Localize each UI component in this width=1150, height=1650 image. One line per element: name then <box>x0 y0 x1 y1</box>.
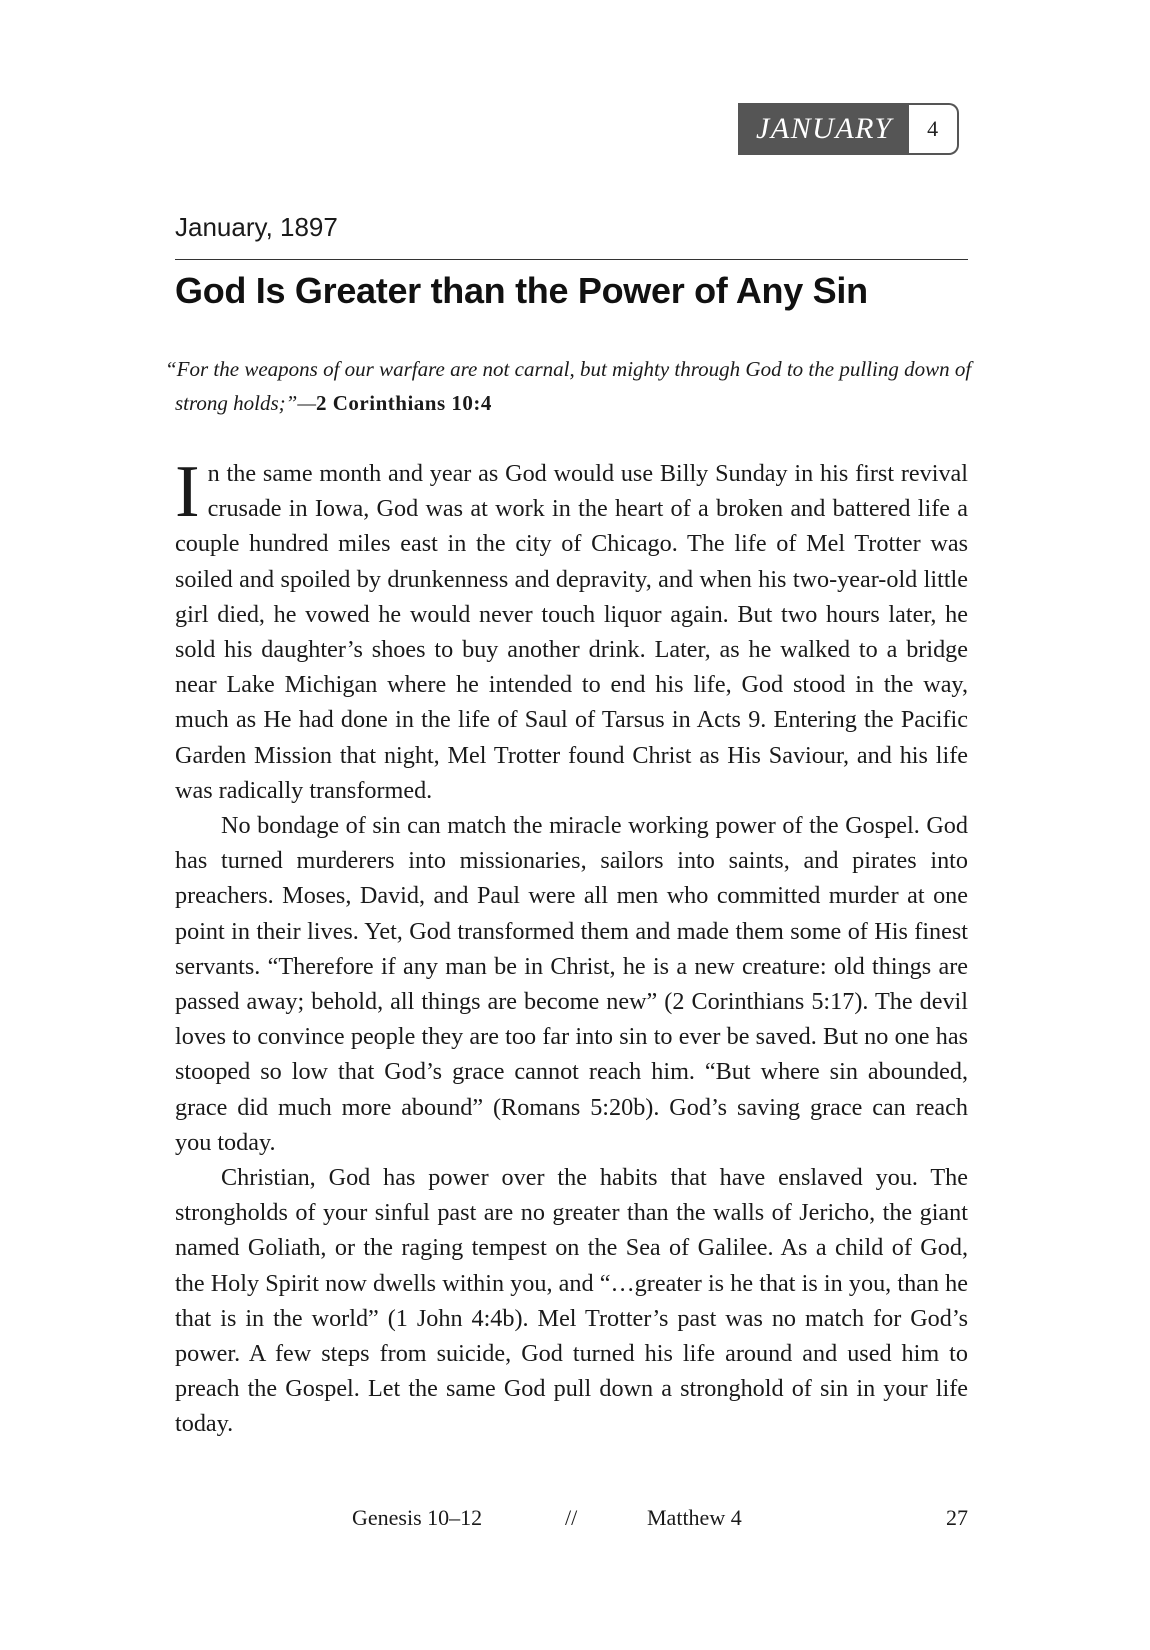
verse-reference: 2 Corinthians 10:4 <box>316 391 492 415</box>
month-label: JANUARY <box>738 103 909 155</box>
day-number: 4 <box>909 103 959 155</box>
page-number: 27 <box>946 1505 968 1530</box>
bible-reading-ot: Genesis 10–12 <box>352 1505 483 1530</box>
drop-cap: I <box>175 451 200 533</box>
devotional-body <box>175 451 968 1442</box>
paragraph-2: No bondage of sin can match the miracle working power of the Gospel. God has turned murderers into missionaries, sailors into saints, and pirates into preachers. Moses, David, and Paul were all men who committed murder at one point in their lives. Yet, God transformed them and made them some of His finest servants. “Therefore if any man be in Christ, he is a new creature: old things are passed away; behold, all things are become new” (2 Corinthians 5:17). The devil loves to convince people they are too far into sin to ever be saved. But no one has stooped so low that God’s grace cannot reach him. “But where sin abounded, grace did much more abound” (Romans 5:20b). God’s saving grace can reach you today. <box>175 812 968 1156</box>
paragraph-1 <box>175 451 968 808</box>
page-footer <box>175 1505 968 1541</box>
verse-text-block <box>165 352 975 420</box>
paragraph-3: Christian, God has power over the habits that have enslaved you. The strongholds of your sinful past are no greater than the walls of Jericho, the giant named Goliath, or the raging tempest on the Sea of Galilee. As a child of God, the Holy Spirit now dwells within you, and “…greater is he that is in you, than he that is in the world” (1 John 4:4b). Mel Trotter’s past was no match for God’s power. A few steps from suicide, God turned his life around and used him to preach the Gospel. Let the same God pull down a stronghold of sin in your life today. <box>175 1164 968 1438</box>
verse-text: “For the weapons of our warfare are not carnal, but mighty through God to the pulling down of strong holds;”— <box>165 357 972 415</box>
reading-separator: // <box>565 1505 578 1530</box>
paragraph-1-text: n the same month and year as God would use Billy Sunday in his first revival crusade in Iowa, God was at work in the heart of a broken and battered life a couple hundred miles east in the city of Chicago. The life of Mel Trotter was soiled and spoiled by drunkenness and depravity, and when his two-year-old little girl died, he vowed he would never touch liquor again. But two hours later, he sold his daughter’s shoes to buy another drink. Later, as he walked to a bridge near Lake Michigan where he intended to end his life, God stood in the way, much as He had done in the life of Saul of Tarsus in Acts 9. Entering the Pacific Garden Mission that night, Mel Trotter found Christ as His Saviour, and his life was radically transformed. <box>175 460 968 804</box>
event-date: January, 1897 <box>175 212 338 242</box>
key-verse <box>165 352 975 420</box>
date-tab <box>738 103 959 155</box>
divider <box>175 259 968 260</box>
bible-reading-nt: Matthew 4 <box>647 1505 742 1530</box>
page-title: God Is Greater than the Power of Any Sin <box>175 270 868 311</box>
